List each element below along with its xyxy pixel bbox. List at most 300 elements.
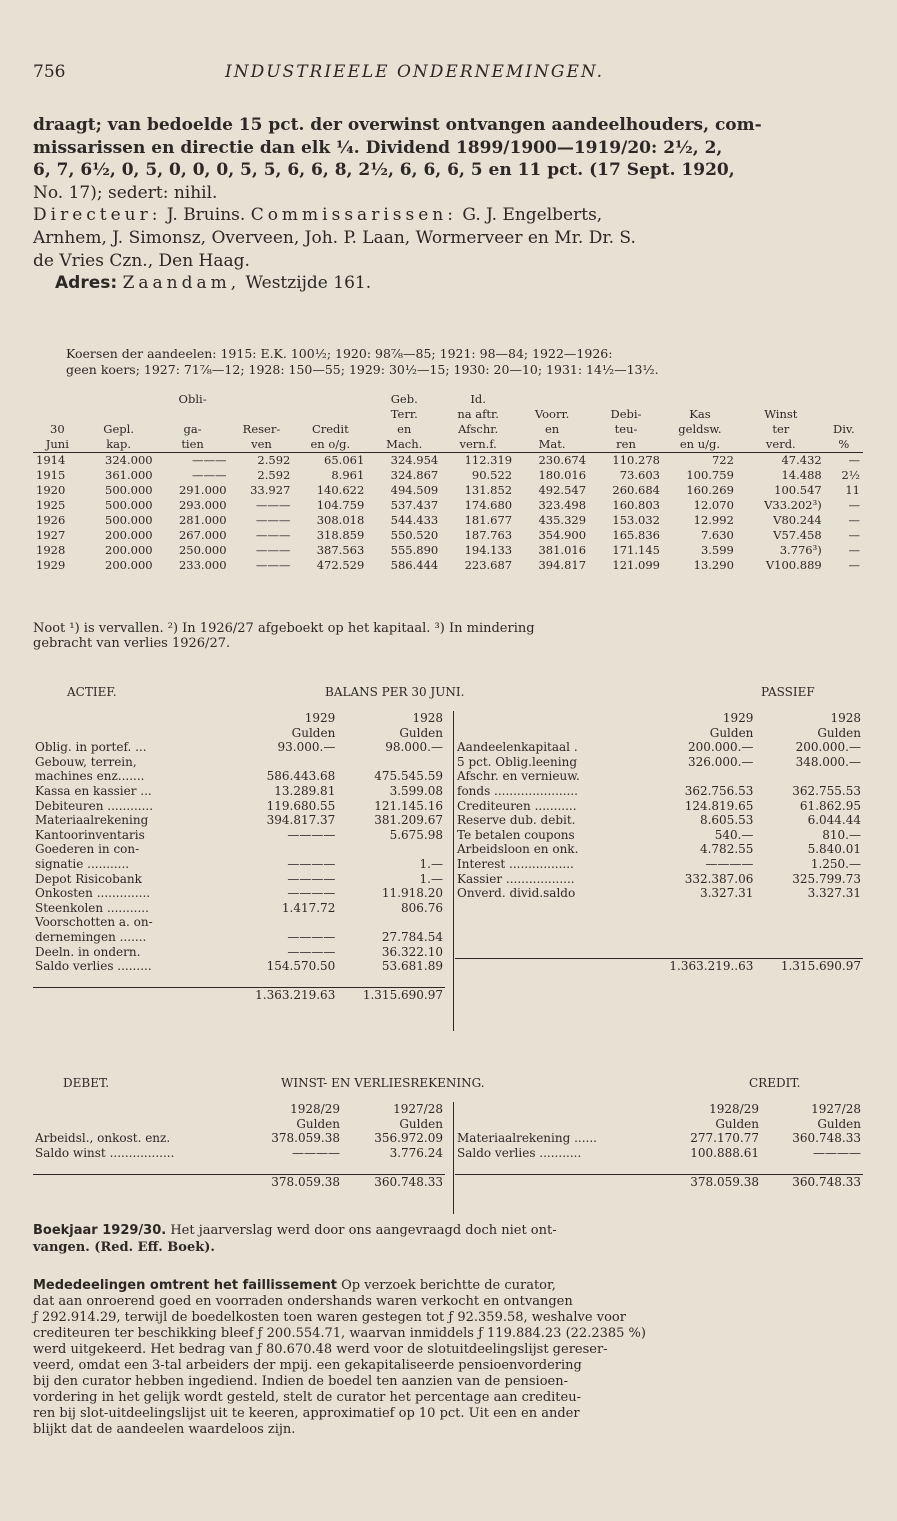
table-cell: ——— [255, 558, 291, 572]
table-cell: 153.032 [612, 513, 660, 527]
mededeelingen-line: vordering in het gelijk wordt gesteld, stelt de curator het percentage aan crediteu- [33, 1390, 581, 1405]
table-header-cell [663, 392, 737, 407]
ledger-row [33, 915, 445, 930]
column-header-cell: 1928 [830, 711, 861, 725]
ledger-row [455, 740, 863, 755]
table-cell: ——— [255, 498, 291, 512]
ledger-label: Gebouw, terrein, [35, 754, 137, 769]
ledger-label: Kassier .................. [457, 871, 575, 886]
column-header-cell: Gulden [715, 1116, 759, 1131]
table-header-cell [82, 392, 156, 407]
ledger-row [33, 842, 445, 857]
ledger-value: 1.— [419, 856, 443, 871]
ledger-label: machines enz....... [35, 769, 145, 784]
table-cell: 7.630 [700, 528, 734, 542]
table-header-cell: geldsw. [678, 422, 722, 436]
ledger-value: 806.76 [401, 900, 443, 915]
table-cell: 250.000 [178, 543, 227, 557]
ledger-value: 356.972.09 [374, 1131, 443, 1146]
ledger-label: Reserve dub. debit. [457, 813, 576, 828]
table-cell: 318.859 [316, 528, 365, 542]
profit-loss-statement [33, 1076, 863, 1216]
table-row [33, 483, 863, 498]
table-header-cell: en u/g. [663, 437, 737, 453]
table-cell: 1926 [36, 513, 66, 527]
commissarissen-line: de Vries Czn., Den Haag. [33, 250, 250, 271]
table-header-cell: Reser- [242, 422, 281, 436]
ledger-value [230, 915, 338, 930]
ledger-value [755, 769, 863, 784]
ledger-row [33, 959, 445, 974]
table-cell: 33.927 [250, 483, 291, 497]
table-row [33, 468, 863, 483]
ledger-value: 124.819.65 [684, 798, 754, 813]
ledger-row [455, 872, 863, 887]
table-header-cell: Terr. [390, 407, 418, 421]
table-cell: 1929 [36, 558, 66, 572]
mededeelingen-line: veerd, omdat een 3-tal arbeiders der mpij. een gekapitaliseerde pensioenvordering [33, 1358, 582, 1373]
directeur-label: Directeur: [33, 205, 162, 226]
table-header-cell: na aftr. [457, 407, 499, 421]
ledger-value: 4.782.55 [699, 842, 754, 857]
ledger-row [455, 857, 863, 872]
table-cell: 394.817 [538, 558, 587, 572]
table-cell: ——— [192, 453, 227, 467]
table-header-cell [293, 407, 367, 422]
table-cell: 494.509 [390, 483, 439, 497]
table-cell: V100.889 [765, 558, 822, 572]
ledger-value: 332.387.06 [684, 871, 754, 886]
column-header-cell [33, 711, 230, 726]
table-cell: 1927 [36, 528, 66, 542]
mededeelingen-line: dat aan onroerend goed en voorraden ondershands waren verkocht en ontvangen [33, 1294, 573, 1309]
total-label [33, 988, 230, 1003]
ledger-label: Arbeidsloon en onk. [457, 842, 579, 857]
boekjaar-label: Boekjaar 1929/30. [33, 1223, 167, 1238]
column-header-row [455, 711, 863, 726]
ledger-value: 119.680.55 [266, 798, 336, 813]
column-header-row [33, 726, 445, 741]
ledger-value: 360.748.33 [792, 1131, 861, 1146]
table-header-cell: teu- [614, 422, 638, 436]
ledger-row [455, 799, 863, 814]
ledger-row [33, 769, 445, 784]
ledger-value: 27.784.54 [381, 929, 443, 944]
ledger-row [33, 799, 445, 814]
table-cell: 291.000 [178, 483, 227, 497]
table-header-cell [293, 392, 367, 407]
table-header-cell: verd. [737, 437, 825, 453]
column-header-cell [455, 1102, 659, 1117]
ledger-label: Debiteuren ............ [35, 798, 154, 813]
table-cell: 200.000 [105, 558, 153, 572]
column-header-cell: 1929 [304, 711, 336, 725]
directeur-line [33, 204, 863, 227]
mededeelingen [33, 1278, 863, 1438]
adres-label: Adres: [55, 273, 118, 294]
table-cell: 293.000 [178, 498, 227, 512]
ledger-row [455, 755, 863, 770]
ledger-row [455, 842, 863, 857]
ledger-row [33, 755, 445, 770]
ledger-value: 475.545.59 [374, 769, 443, 784]
ledger-value: 326.000.— [687, 754, 754, 769]
ledger-value: 100.888.61 [690, 1145, 759, 1160]
table-cell: 1914 [36, 453, 66, 467]
ledger-value: 200.000.— [795, 740, 861, 755]
intro-line: draagt; van bedoelde 15 pct. der overwinst ontvangen aandeelhouders, com- [33, 115, 762, 135]
passief-table [455, 711, 863, 974]
koersen-line: geen koers; 1927: 71⅞—12; 1928: 150—55; 1929: 30½—15; 1930: 20—10; 1931: 14½—13½. [66, 361, 659, 377]
table-header-cell: en [544, 422, 560, 436]
mededeelingen-line: ƒ 292.914.29, terwijl de boedelkosten toen waren gestegen tot ƒ 92.359.58, weshalve voor [33, 1310, 626, 1325]
column-header-cell: Gulden [709, 725, 754, 740]
ledger-label: signatie ........... [35, 856, 130, 871]
table-cell: 1920 [36, 483, 66, 497]
table-header-row [33, 392, 863, 407]
table-header-cell: ren [589, 437, 663, 453]
table-header-cell: Mat. [515, 437, 589, 453]
ledger-row [455, 828, 863, 843]
column-header-cell [455, 726, 648, 741]
column-header-cell: Gulden [817, 725, 861, 740]
commissarissen-label: Commissarissen: [250, 205, 457, 226]
table-header-cell [33, 407, 82, 422]
table-header-cell: ter [772, 422, 790, 436]
ledger-label: Steenkolen ........... [35, 900, 149, 915]
table-cell: 381.016 [538, 543, 587, 557]
intro-line: 6, 7, 6½, 0, 5, 0, 0, 0, 5, 5, 6, 6, 8, 2½, 6, 6, 6, 5 en 11 pct. (17 Sept. 1920, [33, 160, 735, 181]
ledger-label: dernemingen ....... [35, 929, 147, 944]
table-cell: 100.759 [686, 468, 734, 482]
footnote-line: gebracht van verlies 1926/27. [33, 636, 231, 651]
total-row [455, 1174, 863, 1189]
ledger-label: Onkosten .............. [35, 886, 151, 901]
ledger-label: Interest ................. [457, 856, 574, 871]
ledger-value: 200.000.— [687, 740, 754, 755]
ledger-value: 154.570.50 [266, 959, 336, 974]
table-header-cell [230, 392, 294, 407]
actief-table [33, 711, 445, 1003]
table-cell: 492.547 [538, 483, 587, 497]
column-header-row [455, 726, 863, 741]
ledger-row [33, 1146, 445, 1161]
table-cell: 14.488 [781, 468, 822, 482]
page-number: 756 [33, 62, 66, 82]
column-header-row [33, 711, 445, 726]
column-header-cell: 1927/28 [393, 1102, 443, 1116]
column-header-cell: 1928 [412, 711, 443, 725]
table-cell: 361.000 [105, 468, 153, 482]
table-cell: — [848, 528, 860, 542]
table-cell: 1925 [36, 498, 66, 512]
table-cell: 110.278 [612, 453, 660, 467]
column-header-cell: 1928/29 [709, 1102, 759, 1116]
spacer-row [455, 930, 863, 945]
table-header-cell [230, 407, 294, 422]
boekjaar-note [33, 1222, 863, 1256]
table-cell: 12.992 [693, 513, 734, 527]
ledger-label: Onverd. divid.saldo [457, 886, 576, 901]
table-cell: 131.852 [464, 483, 513, 497]
ledger-value: 378.059.38 [271, 1131, 340, 1146]
column-header-cell [33, 726, 230, 741]
boekjaar-text: vangen. (Red. Eff. Boek). [33, 1240, 215, 1255]
table-cell: 544.433 [390, 513, 439, 527]
ledger-value: 121.145.16 [374, 798, 443, 813]
table-row [33, 513, 863, 528]
table-cell: 90.522 [471, 468, 513, 482]
ledger-value: 13.289.81 [274, 783, 336, 798]
ledger-value: 1.417.72 [281, 900, 336, 915]
ledger-value: 11.918.20 [381, 886, 443, 901]
table-cell: 550.520 [390, 528, 439, 542]
total-value: 378.059.38 [239, 1174, 342, 1189]
adres-line [33, 272, 863, 295]
ledger-row [455, 886, 863, 901]
spacer-cell [455, 930, 648, 945]
table-header-cell: en o/g. [293, 437, 367, 453]
table-cell: 180.016 [538, 468, 587, 482]
table-header-cell: Id. [470, 392, 486, 406]
table-cell: 324.867 [390, 468, 439, 482]
column-header-row [33, 1102, 445, 1117]
column-header-row [455, 1117, 863, 1132]
balance-sheet [33, 685, 863, 1065]
ledger-value: ———— [287, 929, 336, 944]
table-cell: ——— [255, 543, 291, 557]
ledger-label: Materiaalrekening [35, 813, 149, 828]
table-cell: — [848, 543, 860, 557]
table-cell: 200.000 [105, 543, 153, 557]
table-cell: V33.202³) [764, 498, 822, 512]
ledger-value: 93.000.— [277, 740, 336, 755]
table-cell: 65.061 [324, 453, 365, 467]
table-cell: 47.432 [781, 453, 822, 467]
table-cell: 140.622 [316, 483, 365, 497]
table-header-cell: Credit [311, 422, 349, 436]
ledger-value: 5.675.98 [389, 827, 443, 842]
table-cell: 3.776³) [779, 543, 822, 557]
table-header-cell: tien [156, 437, 230, 453]
column-header-cell: 1929 [722, 711, 754, 725]
column-header-cell [455, 711, 648, 726]
column-divider [453, 1102, 454, 1214]
ledger-label: Crediteuren ........... [457, 798, 577, 813]
table-cell: 1928 [36, 543, 66, 557]
table-row [33, 543, 863, 558]
ledger-value: 98.000.— [385, 740, 443, 755]
ledger-value [230, 842, 338, 857]
ledger-label: Aandeelenkapitaal . [457, 740, 578, 755]
table-header-cell [825, 392, 863, 407]
table-cell: 2.592 [257, 453, 291, 467]
table-header-cell: Debi- [610, 407, 642, 421]
total-row [455, 959, 863, 974]
table-header-cell: Obli- [178, 392, 207, 406]
table-header-cell [825, 407, 863, 422]
mededeelingen-line: blijkt dat de aandeelen waardeloos zijn. [33, 1422, 296, 1437]
koersen [66, 346, 856, 377]
total-value: 1.363.219.63 [230, 988, 338, 1003]
table-cell: ——— [192, 468, 227, 482]
debet-title: DEBET. [63, 1076, 110, 1090]
ledger-label: fonds ...................... [457, 783, 578, 798]
table-cell: 555.890 [390, 543, 439, 557]
table-cell: ——— [255, 528, 291, 542]
ledger-label: Voorschotten a. on- [35, 915, 153, 930]
table-row [33, 498, 863, 513]
table-cell: 387.563 [316, 543, 365, 557]
table-cell: 537.437 [390, 498, 439, 512]
ledger-row [33, 872, 445, 887]
table-header-cell: Mach. [367, 437, 441, 453]
mededeelingen-text: Op verzoek berichtte de curator, [337, 1278, 556, 1293]
table-header-cell: vern.f. [441, 437, 515, 453]
ledger-label: Kassa en kassier ... [35, 783, 152, 798]
total-label [33, 1174, 239, 1189]
ledger-value: 1.— [419, 871, 443, 886]
spacer-row [455, 1160, 863, 1174]
table-row [33, 558, 863, 573]
winst-title: WINST- EN VERLIESREKENING. [281, 1076, 485, 1090]
column-header-cell: Gulden [399, 725, 443, 740]
statistics-table [33, 392, 863, 573]
ledger-row [33, 857, 445, 872]
adres-street: Westzijde 161. [240, 273, 372, 294]
ledger-value: 3.599.08 [389, 783, 443, 798]
footnotes [33, 621, 863, 651]
table-cell: ——— [255, 513, 291, 527]
table-cell: 160.269 [686, 483, 734, 497]
ledger-label: Te betalen coupons [457, 827, 575, 842]
ledger-label: Oblig. in portef. ... [35, 740, 147, 755]
column-header-cell: Gulden [296, 1116, 340, 1131]
ledger-value: ———— [813, 1145, 861, 1160]
ledger-value: 810.— [822, 827, 861, 842]
ledger-value: 3.327.31 [699, 886, 754, 901]
ledger-value: ———— [287, 856, 336, 871]
ledger-value: ———— [287, 871, 336, 886]
ledger-label: Goederen in con- [35, 842, 140, 857]
spacer-cell [455, 901, 648, 916]
total-value: 1.315.690.97 [337, 988, 445, 1003]
adres-city: Zaandam, [122, 273, 241, 294]
ledger-label: Depot Risicobank [35, 871, 142, 886]
commissarissen-line: Arnhem, J. Simonsz, Overveen, Joh. P. Laan, Wormerveer en Mr. Dr. S. [33, 227, 636, 248]
ledger-row [33, 828, 445, 843]
table-cell: 500.000 [105, 498, 153, 512]
column-header-cell [455, 1117, 659, 1132]
table-header-cell [589, 392, 663, 407]
column-header-row [33, 1117, 445, 1132]
ledger-label: Saldo verlies ........... [457, 1145, 582, 1160]
ledger-label: Saldo verlies ......... [35, 959, 152, 974]
ledger-row [33, 1131, 445, 1146]
footnote-line: Noot ¹) is vervallen. ²) In 1926/27 afgeboekt op het kapitaal. ³) In mindering [33, 621, 535, 636]
ledger-label: Kantoorinventaris [35, 827, 145, 842]
total-value: 360.748.33 [342, 1174, 445, 1189]
table-cell: 500.000 [105, 483, 153, 497]
table-header-row [33, 407, 863, 422]
table-cell: 324.000 [105, 453, 153, 467]
table-cell: 2.592 [257, 468, 291, 482]
table-header-cell: 30 [50, 422, 65, 436]
total-value: 1.315.690.97 [755, 959, 863, 974]
ledger-row [455, 769, 863, 784]
ledger-row [33, 740, 445, 755]
column-header-cell [33, 1102, 239, 1117]
table-cell: 100.547 [774, 483, 822, 497]
table-cell: 233.000 [178, 558, 227, 572]
table-header-cell: Winst [764, 407, 798, 421]
table-header-cell: % [825, 437, 863, 453]
table-cell: 171.145 [612, 543, 660, 557]
table-header-cell [737, 392, 825, 407]
spacer-cell [455, 945, 648, 959]
table-cell: 230.674 [538, 453, 587, 467]
table-cell: 165.836 [612, 528, 660, 542]
table-cell: 174.680 [464, 498, 513, 512]
column-header-cell: Gulden [399, 1116, 443, 1131]
actief-title: ACTIEF. [67, 685, 117, 699]
ledger-value: 53.681.89 [381, 959, 443, 974]
table-header-cell [156, 407, 230, 422]
table-cell: 281.000 [178, 513, 227, 527]
running-title: INDUSTRIEELE ONDERNEMINGEN. [225, 62, 605, 82]
table-cell: 200.000 [105, 528, 153, 542]
commissarissen-value: G. J. Engelberts, [456, 205, 603, 226]
ledger-value: 5.840.01 [807, 842, 861, 857]
column-divider [453, 711, 454, 1031]
table-cell: 472.529 [316, 558, 365, 572]
table-header-cell [33, 392, 82, 407]
ledger-row [455, 1131, 863, 1146]
ledger-row [33, 784, 445, 799]
column-header-cell: 1928/29 [290, 1102, 340, 1116]
table-cell: 187.763 [464, 528, 513, 542]
table-header-cell: kap. [82, 437, 156, 453]
ledger-value: ———— [292, 1145, 340, 1160]
balance-title: BALANS PER 30 JUNI. [325, 685, 465, 699]
total-value: 360.748.33 [761, 1174, 863, 1189]
spacer-cell [33, 974, 230, 988]
table-cell: 160.803 [612, 498, 660, 512]
ledger-value: 540.— [714, 827, 754, 842]
ledger-value: 362.756.53 [684, 783, 754, 798]
column-header-cell: Gulden [291, 725, 336, 740]
ledger-value: 36.322.10 [381, 944, 443, 959]
table-header-cell: Afschr. [458, 422, 499, 436]
ledger-label: Afschr. en vernieuw. [457, 769, 580, 784]
column-header-row [455, 1102, 863, 1117]
total-value: 1.363.219..63 [648, 959, 756, 974]
table-header-cell: ga- [183, 422, 202, 436]
ledger-value: ———— [287, 944, 336, 959]
table-cell: 181.677 [464, 513, 513, 527]
ledger-label: Arbeidsl., onkost. enz. [35, 1131, 171, 1146]
table-header-cell: ven [230, 437, 294, 453]
table-header-row [33, 437, 863, 453]
table-header-cell [82, 407, 156, 422]
ledger-value: ———— [287, 886, 336, 901]
table-header-cell [515, 392, 589, 407]
ledger-label: 5 pct. Oblig.leening [457, 754, 578, 769]
table-cell: 104.759 [316, 498, 365, 512]
table-cell: 12.070 [693, 498, 734, 512]
table-cell: 194.133 [464, 543, 513, 557]
intro-line: missarissen en directie dan elk ¼. Dividend 1899/1900—1919/20: 2½, 2, [33, 137, 723, 158]
